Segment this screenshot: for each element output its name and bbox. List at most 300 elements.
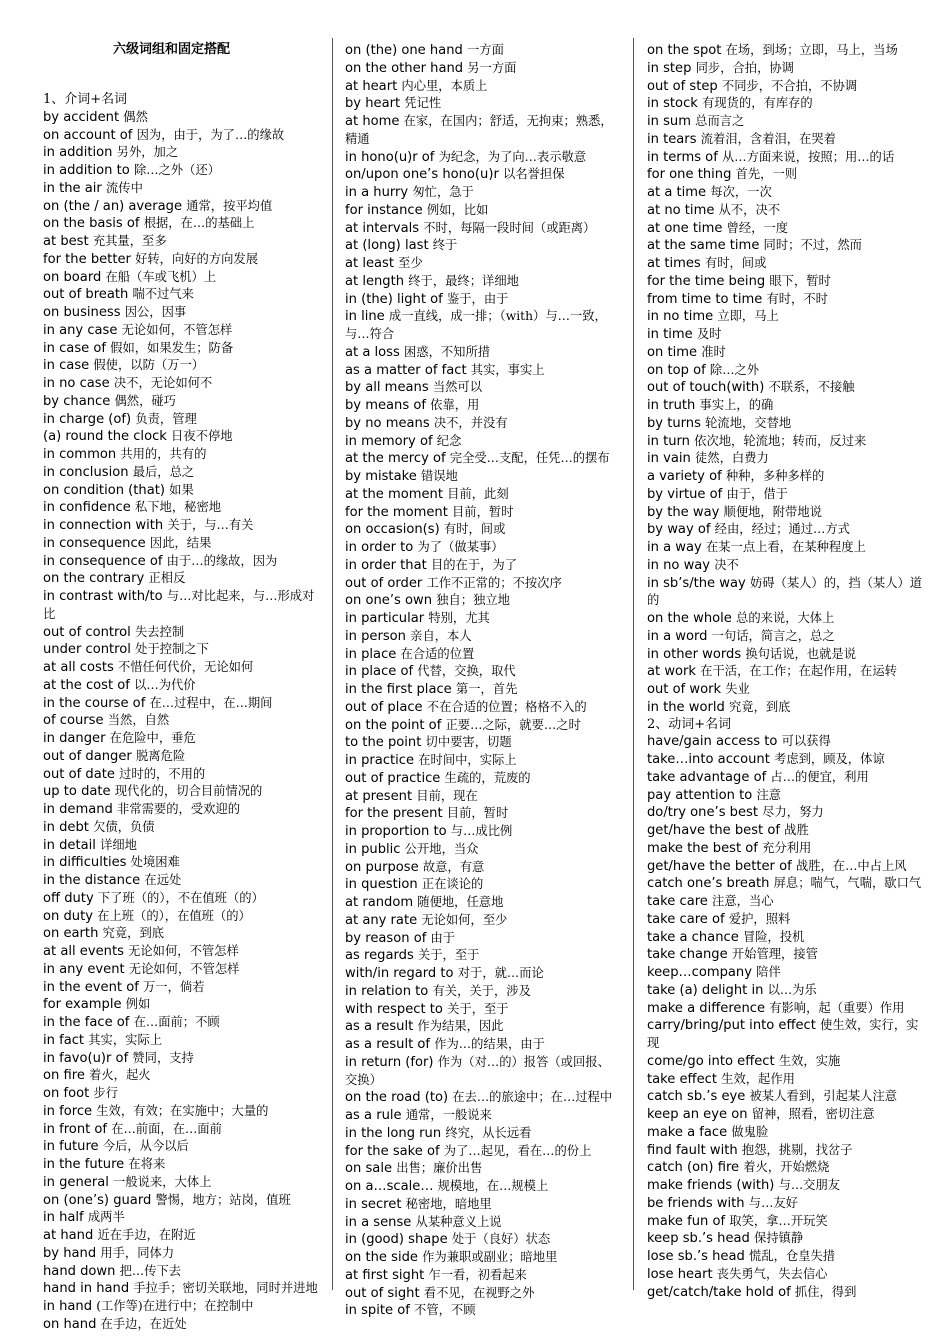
section-heading-text: 2、动词+名词 — [647, 716, 732, 732]
phrase-entry — [345, 557, 621, 575]
phrase-english: by reason of — [345, 930, 427, 946]
phrase-entry — [647, 1017, 927, 1053]
phrase-entry — [345, 610, 621, 628]
phrase-english: do/try one’s best — [647, 805, 758, 821]
phrase-english: in stock — [647, 96, 698, 112]
phrase-chinese: 其实，实际上 — [88, 1032, 163, 1047]
phrase-english: by means of — [345, 398, 426, 413]
phrase-english: in place of — [345, 664, 414, 680]
phrase-chinese: 做鬼脸 — [731, 1124, 769, 1139]
phrase-english: on (one’s) guard — [43, 1192, 152, 1208]
phrase-english: in addition — [43, 145, 113, 161]
phrase-entry — [647, 982, 927, 1000]
phrase-chinese: 从某种意义上说 — [415, 1214, 502, 1229]
phrase-english: on the whole — [647, 611, 732, 626]
phrase-chinese: 为了…起见，看在…的份上 — [443, 1143, 592, 1158]
phrase-chinese: 错误地 — [420, 469, 458, 483]
phrase-chinese: 因为，由于，为了…的缘故 — [136, 127, 285, 142]
phrase-english: at one time — [647, 220, 723, 236]
phrase-chinese: 与…交朋友 — [778, 1178, 841, 1192]
phrase-chinese: 为纪念，为了向…表示敬意 — [438, 149, 587, 164]
phrase-chinese: 在去…的旅途中；在…过程中 — [452, 1090, 613, 1105]
phrase-entry — [43, 1174, 319, 1192]
phrase-entry — [345, 273, 621, 291]
phrase-entry — [647, 628, 927, 646]
phrase-entry — [345, 788, 621, 806]
section-heading-text: 1、介词+名词 — [43, 92, 128, 107]
phrase-english: for the better — [43, 251, 131, 267]
phrase-entry — [647, 964, 927, 982]
phrase-english: at intervals — [345, 220, 420, 236]
phrase-english: by turns — [647, 415, 701, 431]
phrase-chinese: 关于，至于 — [447, 1001, 509, 1016]
phrase-english: at a loss — [345, 344, 400, 360]
phrase-english: in case of — [43, 340, 106, 356]
phrase-english: on/upon one’s hono(u)r — [345, 167, 499, 183]
phrase-english: have/gain access to — [647, 734, 778, 750]
phrase-chinese: 准时 — [701, 344, 726, 359]
phrase-english: in danger — [43, 731, 106, 746]
phrase-entry — [647, 610, 927, 628]
phrase-chinese: 目前，此刻 — [447, 486, 509, 501]
phrase-entry — [43, 659, 319, 677]
phrase-chinese: 正在谈论的 — [421, 877, 484, 892]
phrase-english: take change — [647, 947, 728, 963]
phrase-chinese: 在…过程中，在…期间 — [149, 695, 273, 710]
phrase-entry — [43, 570, 319, 588]
phrase-english: at heart — [345, 78, 398, 94]
phrase-entry — [43, 233, 319, 251]
phrase-chinese: 内心里，本质上 — [401, 78, 488, 93]
phrase-chinese: 完全受…支配，任凭…的摆布 — [449, 451, 610, 466]
phrase-english: make a difference — [647, 1000, 766, 1016]
phrase-chinese: 处境困难 — [130, 855, 180, 870]
phrase-entry — [345, 717, 621, 735]
phrase-english: in connection with — [43, 518, 164, 533]
phrase-chinese: 因此，结果 — [149, 535, 212, 550]
phrase-english: in step — [647, 60, 692, 76]
phrase-chinese: 假使，以防（万一） — [93, 358, 205, 373]
phrase-chinese: 在上班（的），在值班（的） — [97, 908, 251, 923]
phrase-english: in consequence of — [43, 553, 163, 569]
phrase-chinese: 不联系，不接触 — [768, 380, 855, 395]
phrase-english: make a face — [647, 1124, 728, 1140]
phrase-entry — [43, 819, 319, 837]
phrase-entry — [43, 1014, 319, 1032]
phrase-entry — [43, 464, 319, 482]
phrase-chinese: 终于 — [432, 238, 458, 253]
phrase-entry — [43, 1245, 319, 1263]
phrase-entry — [647, 450, 927, 468]
phrase-entry — [43, 1227, 319, 1245]
phrase-chinese: 成两半 — [87, 1210, 125, 1225]
phrase-english: at the cost of — [43, 677, 130, 693]
phrase-chinese: 以…为代价 — [134, 677, 196, 692]
phrase-entry — [345, 752, 621, 770]
phrase-entry — [647, 699, 927, 717]
phrase-chinese: 偶然 — [123, 109, 148, 124]
phrase-english: hand in hand — [43, 1281, 130, 1297]
phrase-entry — [345, 876, 621, 894]
phrase-chinese: 注意，当心 — [712, 894, 774, 908]
phrase-english: on (the) one hand — [345, 43, 463, 58]
phrase-english: at hand — [43, 1228, 94, 1243]
phrase-entry — [345, 291, 621, 309]
phrase-entry — [647, 822, 927, 840]
phrase-entry — [43, 517, 319, 535]
phrase-english: out of order — [345, 575, 423, 591]
phrase-entry — [647, 60, 927, 78]
phrase-chinese: 负责，管理 — [135, 411, 197, 426]
phrase-english: make fun of — [647, 1213, 726, 1229]
phrase-chinese: 用手，同体力 — [100, 1245, 175, 1260]
phrase-chinese: 妨碍（某人）的，挡（某人）道的 — [647, 575, 923, 608]
phrase-chinese: 有时，不时 — [766, 291, 828, 306]
phrase-chinese: 在某一点上看，在某种程度上 — [705, 540, 866, 554]
phrase-chinese: 近在手边，在附近 — [97, 1228, 196, 1242]
phrase-english: by virtue of — [647, 486, 723, 502]
phrase-chinese: 困惑，不知所措 — [403, 344, 491, 359]
phrase-chinese: 秘密地，暗地里 — [405, 1196, 492, 1211]
phrase-english: in difficulties — [43, 855, 127, 871]
phrase-english: on a…scale… — [345, 1179, 434, 1194]
phrase-english: out of practice — [345, 770, 441, 786]
phrase-chinese: 把…传下去 — [119, 1263, 182, 1278]
phrase-entry — [345, 699, 621, 717]
phrase-entry — [43, 1280, 319, 1298]
phrase-entry — [345, 539, 621, 557]
phrase-chinese: 有时，间或 — [704, 256, 767, 270]
phrase-entry — [345, 1089, 621, 1107]
phrase-chinese: 流传中 — [105, 180, 143, 195]
phrase-english: catch one’s breath — [647, 876, 770, 892]
phrase-entry — [345, 397, 621, 415]
phrase-chinese: 出售；廉价出售 — [396, 1161, 483, 1176]
phrase-entry — [345, 95, 621, 113]
phrase-english: on the spot — [647, 43, 722, 58]
phrase-chinese: 关于，与…有关 — [167, 518, 254, 532]
phrase-chinese: 有影响，起（重要）作用 — [769, 1000, 905, 1015]
phrase-chinese: 目前，暂时 — [446, 806, 509, 821]
phrase-english: in the distance — [43, 873, 141, 888]
phrase-english: in force — [43, 1103, 93, 1119]
phrase-entry — [647, 1142, 927, 1160]
phrase-english: by the way — [647, 504, 720, 520]
phrase-english: get/have the better of — [647, 858, 792, 874]
phrase-english: on the contrary — [43, 571, 145, 587]
phrase-chinese: 一方面 — [466, 43, 504, 57]
phrase-english: on duty — [43, 908, 93, 924]
phrase-chinese: 日夜不停地 — [171, 429, 233, 444]
phrase-entry — [43, 446, 319, 464]
phrase-english: in practice — [345, 753, 415, 768]
phrase-chinese: 决不 — [714, 557, 739, 572]
phrase-chinese: 喘不过气来 — [132, 287, 194, 302]
phrase-chinese: 作为兼职或副业；暗地里 — [422, 1250, 558, 1264]
phrase-chinese: 占…的便宜，利用 — [770, 769, 869, 784]
phrase-english: at least — [345, 256, 394, 271]
phrase-chinese: 目前，现在 — [416, 788, 478, 803]
phrase-chinese: 至少 — [398, 256, 423, 270]
phrase-english: in the event of — [43, 979, 139, 995]
phrase-english: be friends with — [647, 1195, 745, 1211]
phrase-entry — [43, 624, 319, 642]
phrase-english: at any rate — [345, 912, 418, 928]
phrase-entry — [647, 131, 927, 149]
phrase-entry — [647, 911, 927, 929]
phrase-english: from time to time — [647, 291, 763, 307]
document-title: 六级词组和固定搭配 — [113, 42, 231, 57]
phrase-entry — [647, 1053, 927, 1071]
phrase-english: in other words — [647, 646, 742, 662]
phrase-chinese: 充分利用 — [762, 840, 812, 855]
phrase-english: out of work — [647, 682, 722, 697]
phrase-entry — [647, 733, 927, 751]
phrase-english: on one’s own — [345, 593, 433, 609]
phrase-english: in no case — [43, 376, 110, 391]
phrase-english: on the other hand — [345, 60, 464, 76]
phrase-chinese: 处于控制之下 — [135, 642, 209, 657]
phrase-chinese: 在…前面，在…面前 — [111, 1121, 222, 1136]
phrase-english: on board — [43, 269, 102, 285]
phrase-entry — [345, 433, 621, 451]
phrase-chinese: 规模地，在…规模上 — [437, 1179, 549, 1193]
phrase-entry — [647, 1213, 927, 1231]
phrase-entry — [647, 1159, 927, 1177]
phrase-english: at no time — [647, 202, 715, 218]
phrase-english: on condition (that) — [43, 482, 165, 498]
phrase-english: in sum — [647, 114, 691, 129]
phrase-chinese: 第一，首先 — [455, 682, 518, 696]
phrase-chinese: 爱护，照料 — [728, 911, 791, 926]
phrase-entry — [647, 486, 927, 504]
phrase-chinese: 流着泪，含着泪，在哭着 — [700, 131, 836, 146]
phrase-chinese: 战胜，在…中占上风 — [795, 858, 907, 873]
phrase-entry — [647, 1071, 927, 1089]
phrase-entry — [647, 787, 927, 805]
phrase-chinese: 战胜 — [784, 823, 809, 837]
phrase-entry — [647, 95, 927, 113]
phrase-entry — [647, 326, 927, 344]
phrase-english: take (a) delight in — [647, 982, 764, 998]
phrase-chinese: 鉴于，由于 — [446, 291, 509, 306]
phrase-chinese: 换句话说，也就是说 — [745, 646, 857, 661]
phrase-chinese: 公开地，当众 — [404, 841, 479, 856]
phrase-entry — [647, 539, 927, 557]
phrase-english: in turn — [647, 433, 690, 449]
phrase-chinese: 除…之外 — [709, 362, 760, 377]
phrase-chinese: 今后，从今以后 — [102, 1139, 189, 1154]
phrase-english: (a) round the clock — [43, 429, 167, 445]
phrase-entry — [345, 1267, 621, 1285]
phrase-entry — [345, 60, 621, 78]
phrase-chinese: 万一，倘若 — [143, 979, 205, 994]
phrase-chinese: 着火，开始燃烧 — [743, 1160, 830, 1175]
phrase-chinese: 无论如何，不管怎样 — [128, 944, 239, 958]
phrase-entry — [345, 1285, 621, 1303]
phrase-english: lose heart — [647, 1266, 713, 1282]
phrase-chinese: 偶然，碰巧 — [114, 393, 176, 408]
phrase-entry — [43, 783, 319, 801]
phrase-entry — [345, 894, 621, 912]
phrase-english: in conclusion — [43, 464, 129, 480]
phrase-entry — [345, 575, 621, 593]
phrase-entry — [647, 769, 927, 787]
phrase-entry — [43, 1192, 319, 1210]
phrase-entry — [43, 180, 319, 198]
phrase-english: for the sake of — [345, 1143, 440, 1159]
phrase-entry — [345, 1249, 621, 1267]
phrase-entry — [647, 946, 927, 964]
phrase-chinese: 及时 — [696, 327, 722, 341]
phrase-entry — [647, 220, 927, 238]
phrase-entry — [43, 712, 319, 730]
phrase-chinese: 从…方面来说，按照；用…的话 — [721, 149, 895, 164]
phrase-entry — [43, 1298, 319, 1316]
phrase-entry — [647, 78, 927, 96]
phrase-english: keep an eye on — [647, 1107, 748, 1122]
phrase-english: out of step — [647, 78, 718, 94]
phrase-english: under control — [43, 642, 131, 658]
phrase-english: in confidence — [43, 500, 131, 516]
phrase-entry — [345, 912, 621, 930]
phrase-entry — [647, 166, 927, 184]
phrase-english: on (the / an) average — [43, 198, 182, 214]
phrase-entry — [647, 681, 927, 699]
phrase-english: a variety of — [647, 469, 722, 484]
phrase-entry — [345, 149, 621, 167]
phrase-chinese: 目的在于，为了 — [430, 557, 518, 572]
phrase-entry — [43, 677, 319, 695]
phrase-chinese: 下了班（的），不在值班（的） — [97, 890, 264, 905]
phrase-english: to the point — [345, 735, 422, 751]
column-3 — [647, 42, 927, 1301]
phrase-chinese: 曾经，一度 — [726, 220, 789, 235]
phrase-chinese: 工作不正常的；不按次序 — [426, 575, 562, 590]
phrase-entry — [345, 184, 621, 202]
phrase-entry — [43, 144, 319, 162]
phrase-entry — [345, 450, 621, 468]
phrase-english: at random — [345, 895, 414, 910]
phrase-chinese: 有关，关于，涉及 — [432, 983, 531, 998]
phrase-chinese: 过时的，不用的 — [119, 766, 206, 781]
phrase-chinese: 通常，一般说来 — [405, 1108, 492, 1122]
phrase-entry — [345, 379, 621, 397]
phrase-english: out of place — [345, 699, 423, 715]
phrase-entry — [345, 1214, 621, 1232]
phrase-english: at a time — [647, 185, 707, 200]
phrase-entry — [345, 1231, 621, 1249]
phrase-entry — [647, 468, 927, 486]
phrase-english: on fire — [43, 1068, 85, 1084]
phrase-english: by no means — [345, 415, 430, 431]
phrase-english: in the face of — [43, 1015, 130, 1030]
phrase-entry — [43, 428, 319, 446]
phrase-chinese: 轮流地，交替地 — [705, 415, 792, 430]
phrase-chinese: 无论如何，不管怎样 — [121, 322, 233, 337]
phrase-chinese: 究竟，到底 — [728, 699, 791, 714]
phrase-english: for one thing — [647, 167, 732, 183]
phrase-english: in vain — [647, 451, 691, 467]
phrase-chinese: 陪伴 — [756, 965, 781, 979]
phrase-entry — [647, 202, 927, 220]
phrase-chinese: 当然可以 — [432, 380, 483, 395]
phrase-chinese: 生效，实施 — [778, 1053, 841, 1068]
phrase-english: at all events — [43, 944, 124, 959]
phrase-chinese: 顺便地，附带地说 — [723, 504, 822, 519]
phrase-chinese: 警惕，地方；站岗，值班 — [155, 1192, 291, 1207]
phrase-english: in debt — [43, 819, 89, 835]
phrase-chinese: 为了（做某事） — [417, 540, 504, 554]
phrase-english: in (good) shape — [345, 1232, 448, 1248]
phrase-english: by all means — [345, 380, 429, 396]
phrase-entry — [345, 930, 621, 948]
phrase-english: take effect — [647, 1071, 717, 1087]
phrase-entry — [647, 1106, 927, 1124]
phrase-english: in the future — [43, 1157, 125, 1172]
phrase-entry — [43, 1103, 319, 1121]
phrase-chinese: 无论如何，至少 — [421, 912, 508, 927]
phrase-entry — [647, 1248, 927, 1266]
phrase-entry — [345, 734, 621, 752]
phrase-chinese: 依次地，轮流地；转而，反过来 — [694, 433, 867, 448]
phrase-english: get/have the best of — [647, 823, 780, 838]
phrase-english: in front of — [43, 1121, 108, 1137]
phrase-entry — [647, 273, 927, 291]
phrase-chinese: 冒险，投机 — [742, 929, 805, 944]
phrase-chinese: 其实，事实上 — [470, 362, 545, 377]
phrase-chinese: 从不，决不 — [718, 202, 781, 217]
phrase-entry — [345, 646, 621, 664]
phrase-chinese: 不在合适的位置；格格不入的 — [426, 699, 587, 714]
phrase-chinese: 经由，经过；通过…方式 — [714, 522, 850, 537]
phrase-chinese: 除…之外（还） — [133, 163, 221, 177]
phrase-chinese: 在危险中，垂危 — [109, 731, 196, 745]
phrase-english: in truth — [647, 398, 696, 413]
phrase-english: in secret — [345, 1196, 402, 1212]
phrase-entry — [345, 1107, 621, 1125]
phrase-english: on hand — [43, 1316, 97, 1332]
phrase-english: get/catch/take hold of — [647, 1284, 791, 1300]
phrase-chinese: 由于…的缘故，因为 — [166, 553, 278, 568]
phrase-entry — [647, 521, 927, 539]
phrase-entry — [43, 1032, 319, 1050]
phrase-entry — [345, 1178, 621, 1196]
phrase-entry — [345, 859, 621, 877]
phrase-entry — [43, 322, 319, 340]
phrase-chinese: 究竟，到底 — [102, 926, 165, 941]
phrase-english: in the air — [43, 180, 102, 196]
phrase-entry — [345, 823, 621, 841]
phrase-chinese: 留神，照看，密切注意 — [751, 1107, 875, 1121]
phrase-english: on top of — [647, 362, 706, 378]
phrase-entry — [345, 805, 621, 823]
phrase-english: at work — [647, 664, 697, 680]
phrase-chinese: 与…对比起来，与…形成对比 — [43, 589, 315, 621]
phrase-chinese: 有现货的，有库存的 — [702, 96, 813, 111]
phrase-english: in tears — [647, 131, 697, 147]
phrase-entry — [43, 854, 319, 872]
phrase-entry — [43, 1050, 319, 1068]
phrase-chinese: 在手边，在近处 — [100, 1316, 187, 1331]
phrase-chinese: 在船（车或飞机）上 — [105, 269, 217, 284]
phrase-chinese: 匆忙，急于 — [412, 185, 474, 199]
phrase-english: in common — [43, 447, 117, 462]
phrase-english: on the road (to) — [345, 1090, 449, 1106]
phrase-english: at the moment — [345, 486, 443, 502]
phrase-entry — [647, 237, 927, 255]
phrase-english: by way of — [647, 522, 711, 538]
